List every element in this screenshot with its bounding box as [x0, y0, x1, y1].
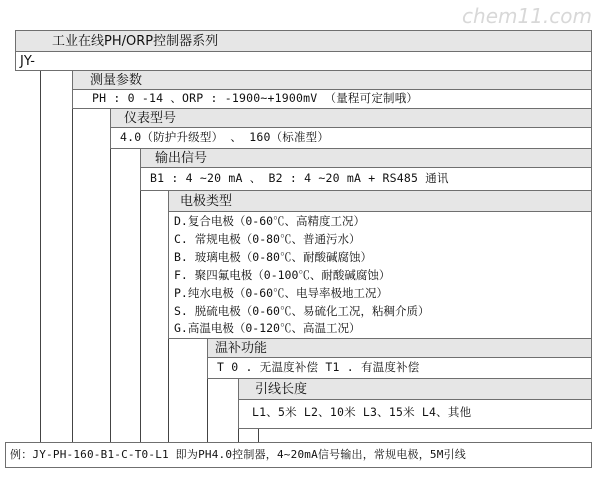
measure-title: 测量参数: [90, 73, 143, 88]
measure-title-box: [72, 70, 592, 90]
output-value: B1 : 4 ~20 mA 、 B2 : 4 ~20 mA + RS485 通讯: [150, 171, 449, 185]
model-prefix-box: [15, 51, 592, 71]
electrode-item-s: S. 脱硫电极（0-60℃、易硫化工况，粘稠介质）: [174, 304, 430, 318]
electrode-item-g: G.高温电极（0-120℃、高温工况）: [174, 321, 361, 335]
watermark: chem11.com: [462, 4, 592, 28]
model-prefix: JY-: [20, 54, 35, 69]
cable-title: 引线长度: [255, 382, 308, 397]
electrode-item-d: D.复合电极（0-60℃、高精度工况）: [174, 214, 366, 228]
output-title: 输出信号: [155, 151, 208, 166]
example-text: 例：JY-PH-160-B1-C-T0-L1 即为PH4.0控制器，4~20mA信号输出，常规电极，5M引线: [10, 448, 466, 461]
electrode-item-f: F. 聚四氟电极（0-100℃、耐酸碱腐蚀）: [174, 268, 391, 282]
temp-title: 温补功能: [215, 341, 268, 356]
instrument-title: 仪表型号: [124, 111, 177, 126]
connector-line-1: [40, 70, 41, 442]
electrode-item-p: P.纯水电极（0-60℃、电导率极地工况）: [174, 286, 389, 300]
connector-line-2: [72, 70, 73, 442]
temp-value: T 0 . 无温度补偿 T1 . 有温度补偿: [217, 360, 420, 374]
diagram-title: 工业在线PH/ORP控制器系列: [52, 34, 219, 49]
instrument-value: 4.0（防护升级型） 、 160（标准型）: [120, 130, 330, 144]
instrument-title-box: [110, 108, 592, 128]
connector-line-3: [110, 118, 111, 442]
connector-line-8: [258, 428, 259, 442]
electrode-item-b: B. 玻璃电极（0-80℃、耐酸碱腐蚀）: [174, 250, 372, 264]
cable-value: L1、5米 L2、10米 L3、15米 L4、其他: [252, 405, 472, 419]
output-title-box: [140, 148, 592, 168]
electrode-title: 电极类型: [180, 194, 233, 209]
electrode-item-c: C. 常规电极（0-80℃、普通污水）: [174, 232, 361, 246]
measure-value: PH : 0 -14 、ORP : -1900~+1900mV （量程可定制哦）: [92, 91, 419, 105]
connector-line-4: [140, 158, 141, 442]
